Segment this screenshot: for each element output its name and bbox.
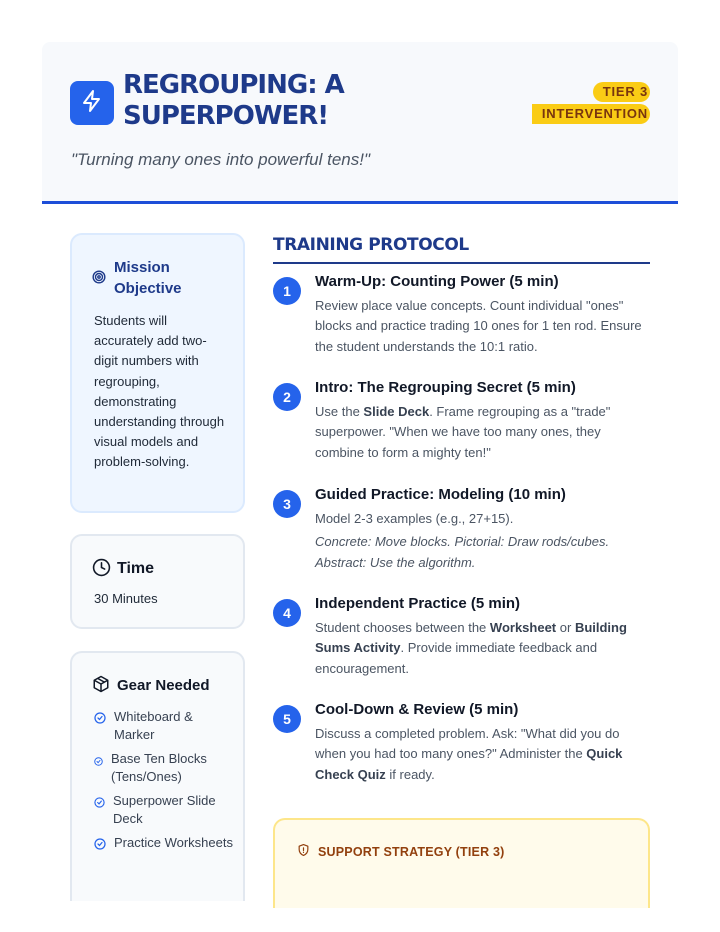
- step-body-text: Model 2-3 examples (e.g., 27+15).: [315, 511, 514, 526]
- step-body: Review place value concepts. Count individual "ones" blocks and practice trading 10 ones for 1 ten rod. Ensure the student understands the 10:1 ratio.: [315, 298, 642, 354]
- clock-icon: [92, 558, 111, 583]
- training-protocol: [273, 233, 650, 264]
- section-title: TRAINING PROTOCOL: [273, 233, 650, 264]
- building-sums-reference: Building Sums Activity: [315, 620, 627, 656]
- slide-deck-reference: Slide Deck: [363, 404, 430, 419]
- gear-item-label: Base Ten Blocks (Tens/Ones): [111, 751, 207, 784]
- time-label: Time: [117, 560, 155, 577]
- step-title: Independent Practice (5 min): [315, 595, 521, 612]
- step-title: Cool-Down & Review (5 min): [315, 701, 519, 718]
- check-circle-icon: [94, 837, 106, 855]
- step-number: 1: [273, 277, 301, 305]
- shield-icon: [297, 843, 310, 860]
- step-title: Intro: The Regrouping Secret (5 min): [315, 379, 576, 396]
- box-icon: [92, 675, 110, 699]
- support-strategy-label: SUPPORT STRATEGY (TIER 3): [318, 844, 505, 859]
- header: [42, 42, 678, 204]
- list-item: [94, 708, 234, 744]
- target-icon: [92, 269, 106, 290]
- step-body-text: Discuss a completed problem. Ask: "What did you do when you had too many ones?" Administer the: [315, 726, 620, 762]
- check-circle-icon: [94, 795, 105, 813]
- step-title: Warm-Up: Counting Power (5 min): [315, 273, 559, 290]
- step-body-text: . Provide immediate feedback and encouragement.: [315, 640, 598, 676]
- gear-needed-heading: [92, 675, 210, 699]
- support-strategy-heading: [297, 843, 505, 860]
- check-circle-icon: [94, 711, 106, 729]
- gear-needed-card: [70, 651, 245, 901]
- support-strategy-card: [273, 818, 650, 908]
- mission-objective-heading: [92, 257, 194, 299]
- mission-objective-card: [70, 233, 245, 513]
- lightning-bolt-icon: [80, 89, 104, 118]
- step-body: [315, 724, 651, 785]
- worksheet-reference: Worksheet: [489, 620, 557, 635]
- gear-needed-label: Gear Needed: [117, 677, 210, 694]
- tagline: "Turning many ones into powerful tens!": [71, 150, 371, 169]
- step-number: 3: [273, 490, 301, 518]
- step-title: Guided Practice: Modeling (10 min): [315, 486, 566, 503]
- list-item: [94, 834, 234, 855]
- list-item: [94, 750, 234, 786]
- gear-item-label: Practice Worksheets: [114, 835, 233, 850]
- step-body-text: if ready.: [385, 766, 435, 782]
- step-body-text: Use the: [315, 404, 364, 419]
- list-item: [94, 792, 234, 828]
- tier-badge-line-2: INTERVENTION: [532, 104, 650, 124]
- time-heading: [92, 558, 154, 583]
- step-body-italic: Concrete: Move blocks. Pictorial: Draw rods/cubes. Abstract: Use the algorithm.: [315, 534, 610, 571]
- step-body: [315, 509, 651, 573]
- tier-badge: [538, 82, 650, 126]
- step-number: 2: [273, 383, 301, 411]
- check-circle-icon: [94, 753, 103, 771]
- step-body-text: . Frame regrouping as a "trade" superpower. "When we have too many ones, they combine to form a mighty ten!": [315, 404, 611, 460]
- mission-objective-label: Mission Objective: [114, 259, 182, 297]
- page-title: REGROUPING: A SUPERPOWER!: [123, 70, 344, 131]
- step-body: [315, 402, 651, 463]
- step-body: [315, 618, 651, 679]
- tier-badge-line-1: TIER 3: [593, 82, 650, 102]
- logo: [70, 81, 114, 125]
- gear-item-label: Superpower Slide Deck: [113, 793, 216, 826]
- quick-check-quiz-reference: Quick Check Quiz: [315, 746, 623, 782]
- step-number: 5: [273, 705, 301, 733]
- gear-item-label: Whiteboard & Marker: [114, 709, 193, 742]
- step-body-text: or: [556, 620, 575, 635]
- time-card: [70, 534, 245, 629]
- step-body-text: Student chooses between the: [315, 620, 490, 635]
- step-number: 4: [273, 599, 301, 627]
- time-value: 30 Minutes: [94, 591, 158, 606]
- mission-objective-text: Students will accurately add two-digit numbers with regrouping, demonstrating understanding through visual models and problem-solving.: [94, 313, 225, 470]
- gear-list: [94, 708, 234, 861]
